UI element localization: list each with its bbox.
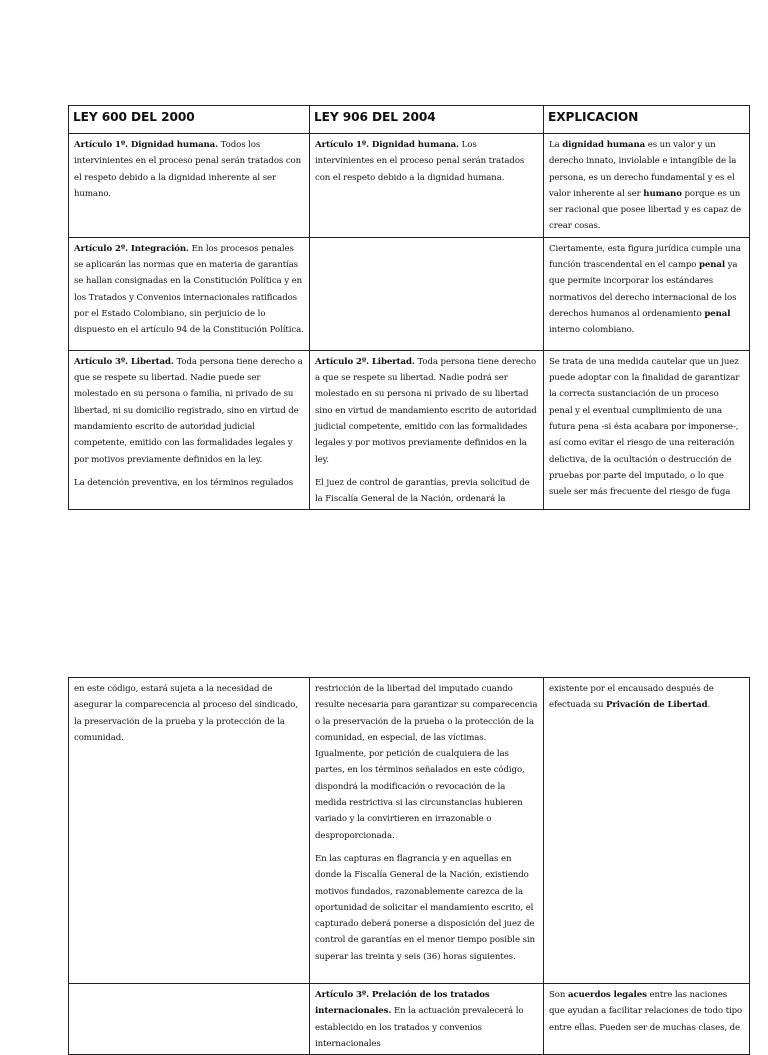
cell-explicacion: [544, 134, 750, 238]
article-text: La detención preventiva, en los términos regulados: [74, 477, 294, 488]
cell-ley-906: [310, 134, 544, 238]
article-title: Artículo 1º. Dignidad humana.: [74, 140, 219, 150]
cell-ley-600: [69, 237, 310, 350]
cell-ley-906: [310, 984, 544, 1055]
article-text: en este código, estará sujeta a la necesidad de asegurar la comparecencia al proceso del sindicado, la preservación de la prueba y la protección de la comunidad.: [74, 684, 298, 743]
explanation-text: interno colombiano.: [549, 325, 635, 336]
explanation-text: es un valor y un derecho innato, inviolable e intangible de la persona, es un derecho fundamental y es el valor inherente al ser: [549, 140, 737, 199]
explanation-text: La: [549, 140, 563, 150]
header-ley-600: LEY 600 DEL 2000: [69, 106, 310, 134]
explanation-text: Se trata de una medida cautelar que un juez puede adoptar con la finalidad de garantizar la correcta sustanciación de un proceso penal y el eventual cumplimiento de una futura pena -si ésta acabara por imponerse-, así como evitar el riesgo de una reiteración delictiva, de la ocultación o destrucción de pruebas por parte del imputado, o lo que suele ser más frecuente del riesgo de fuga: [549, 356, 740, 498]
cell-ley-600: [69, 134, 310, 238]
explanation-text: porque es un ser racional que posee libertad y es capaz de crear cosas.: [549, 188, 742, 232]
cell-ley-600: [69, 350, 310, 510]
law-comparison-table-page-1: [68, 105, 750, 510]
explanation-text: ya que permite incorporar los estándares normativos del derecho internacional de los derechos humanos al ordenamiento: [549, 260, 738, 319]
cell-ley-906: [310, 350, 544, 510]
article-text: En las capturas en flagrancia y en aquellas en donde la Fiscalía General de la Nación, existiendo motivos fundados, razonablemente carezca de la oportunidad de solicitar el mandamiento escrito, el capturado deberá ponerse a disposición del juez de control de garantías en el menor tiempo posible sin superar las treinta y seis (36) horas siguientes.: [315, 853, 535, 962]
header-ley-906: LEY 906 DEL 2004: [310, 106, 544, 134]
table-row: [69, 237, 750, 350]
article-text: El juez de control de garantías, previa solicitud de la Fiscalía General de la Nación, ordenará la: [315, 477, 530, 505]
keyword: humano: [643, 188, 682, 199]
keyword: acuerdos legales: [567, 990, 647, 1000]
article-text: En la actuación prevalecerá lo establecido en los tratados y convenios internacionales: [315, 1006, 524, 1049]
article-text: En los procesos penales se aplicarán las normas que en materia de garantías se hallan consignadas en la Constitución Política y en los Tratados y Convenios internacionales ratificados por el Estado Colombiano, sin perjuicio de lo dispuesto en el artículo 94 de la Constitución Política.: [74, 243, 304, 336]
article-title: Artículo 2º. Libertad.: [315, 356, 415, 367]
explanation-text: entre las naciones que ayudan a facilitar relaciones de todo tipo entre ellas. Pueden ser de muchas clases, de: [549, 990, 743, 1033]
article-text: Toda persona tiene derecho a que se respete su libertad. Nadie puede ser molestado en su persona o familia, ni privado de su libertad, ni su domicilio registrado, sino en virtud de mandamiento escrito de autoridad judicial competente, emitido con las formalidades legales y por motivos previamente definidos en la ley.: [74, 356, 303, 465]
explanation-text: Ciertamente, esta figura jurídica cumple una función trascendental en el campo: [549, 243, 741, 271]
keyword: dignidad humana: [562, 140, 646, 150]
table-row: [69, 350, 750, 510]
article-text: Los intervinientes en el proceso penal serán tratados con el respeto debido a la dignidad humana.: [315, 140, 525, 183]
cell-ley-906-empty: [310, 237, 544, 350]
law-comparison-table-page-2: [68, 677, 750, 1055]
article-title: Artículo 1º. Dignidad humana.: [315, 140, 460, 150]
cell-explicacion: [544, 984, 750, 1055]
header-explicacion: EXPLICACION: [544, 106, 750, 134]
article-text: Todos los intervinientes en el proceso penal serán tratados con el respeto debido a la dignidad inherente al ser humano.: [74, 140, 302, 199]
keyword: Privación de Libertad: [606, 700, 708, 711]
cell-ley-600-empty: [69, 984, 310, 1055]
explanation-text: .: [707, 700, 711, 711]
explanation-text: Son: [549, 990, 568, 1000]
article-text: Toda persona tiene derecho a que se respete su libertad. Nadie podrá ser molestado en su persona ni privado de su libertad sino en virtud de mandamiento escrito de autoridad judicial competente, emitido con las formalidades legales y por motivos previamente definidos en la ley.: [315, 356, 537, 465]
table-row: [69, 134, 750, 238]
keyword: penal: [698, 260, 726, 271]
cell-explicacion: [544, 350, 750, 510]
cell-ley-906: [310, 678, 544, 984]
header-row: [69, 106, 750, 134]
cell-ley-600: [69, 678, 310, 984]
article-title: Artículo 3º. Libertad.: [74, 356, 174, 367]
article-title: Artículo 3º. Prelación de los tratados internacionales.: [315, 990, 490, 1017]
cell-explicacion: [544, 237, 750, 350]
keyword: penal: [704, 308, 731, 319]
table-row: [69, 678, 750, 984]
article-text: restricción de la libertad del imputado cuando resulte necesaria para garantizar su comparecencia o la preservación de la prueba o la protección de la comunidad, en especial, de las víctimas. Igualmente, por petición de cualquiera de las partes, en los términos señalados en este código, dispondrá la modificación o revocación de la medida restrictiva si las circunstancias hubieren variado y la convirtieren en irrazonable o desproporcionada.: [315, 684, 538, 841]
explanation-text: existente por el encausado después de efectuada su: [549, 684, 714, 711]
cell-explicacion: [544, 678, 750, 984]
table-row: [69, 984, 750, 1055]
article-title: Artículo 2º. Integración.: [74, 243, 189, 254]
